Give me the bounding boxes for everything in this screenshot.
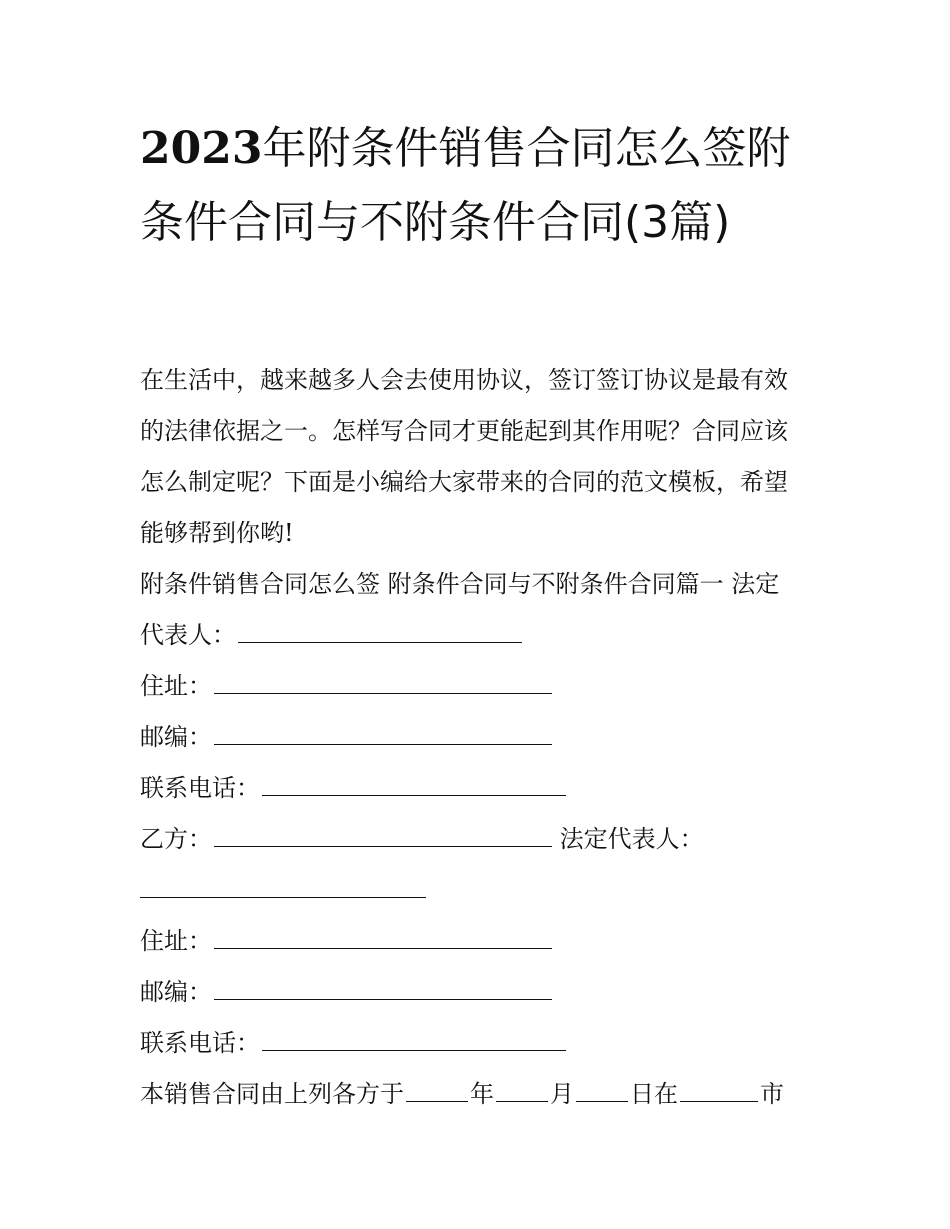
closing-month-blank (496, 1071, 548, 1102)
closing-day-blank (576, 1071, 628, 1102)
party-b-postcode-label: 邮编： (140, 978, 212, 1006)
party-b-postcode-row (140, 967, 820, 1018)
party-b-label: 乙方： (140, 825, 212, 853)
party-b-address-label: 住址： (140, 927, 212, 955)
document-title (140, 112, 820, 260)
title-year: 2023 (140, 123, 263, 174)
party-a-phone-blank (262, 765, 566, 796)
intro-line: 在生活中，越来越多人会去使用协议，签订签订协议是最有效 (140, 366, 788, 394)
closing-prefix: 本销售合同由上列各方于 (140, 1080, 404, 1108)
party-a-address-blank (214, 663, 552, 694)
party-a-phone-label: 联系电话： (140, 774, 260, 802)
party-a-address-row (140, 661, 820, 712)
party-a-postcode-blank (214, 714, 552, 745)
section-heading: 附条件销售合同怎么签 附条件合同与不附条件合同篇一 法定 (140, 570, 780, 598)
closing-city-blank (680, 1071, 758, 1102)
intro-line: 怎么制定呢？下面是小编给大家带来的合同的范文模板，希望 (140, 468, 788, 496)
party-b-phone-row (140, 1018, 820, 1069)
party-b-phone-blank (262, 1020, 566, 1051)
closing-row (140, 1069, 820, 1120)
party-a-postcode-label: 邮编： (140, 723, 212, 751)
closing-city-label: 市 (760, 1080, 784, 1108)
intro-line: 能够帮到你哟! (140, 519, 294, 547)
party-a-legal-rep-blank (238, 612, 522, 643)
intro-paragraph (140, 355, 820, 559)
party-a-postcode-row (140, 712, 820, 763)
party-b-legal-rep-row (140, 865, 820, 916)
party-b-row (140, 814, 820, 865)
party-a-legal-rep-label: 代表人： (140, 621, 236, 649)
closing-year-blank (406, 1071, 468, 1102)
party-b-legal-rep-blank (140, 867, 426, 898)
closing-year-label: 年 (470, 1080, 494, 1108)
document-body (140, 355, 820, 1120)
intro-line: 的法律依据之一。怎样写合同才更能起到其作用呢？合同应该 (140, 417, 788, 445)
title-text: 年附条件销售合同怎么签附条件合同与不附条件合同(3篇) (140, 123, 791, 248)
party-b-name-blank (214, 816, 552, 847)
party-b-address-blank (214, 918, 552, 949)
party-b-phone-label: 联系电话： (140, 1029, 260, 1057)
closing-month-label: 月 (550, 1080, 574, 1108)
party-a-address-label: 住址： (140, 672, 212, 700)
party-b-postcode-blank (214, 969, 552, 1000)
party-a-phone-row (140, 763, 820, 814)
party-b-legal-rep-label: 法定代表人： (559, 825, 704, 853)
party-b-address-row (140, 916, 820, 967)
party-a-legal-rep-row (140, 610, 820, 661)
closing-day-label: 日在 (630, 1080, 678, 1108)
